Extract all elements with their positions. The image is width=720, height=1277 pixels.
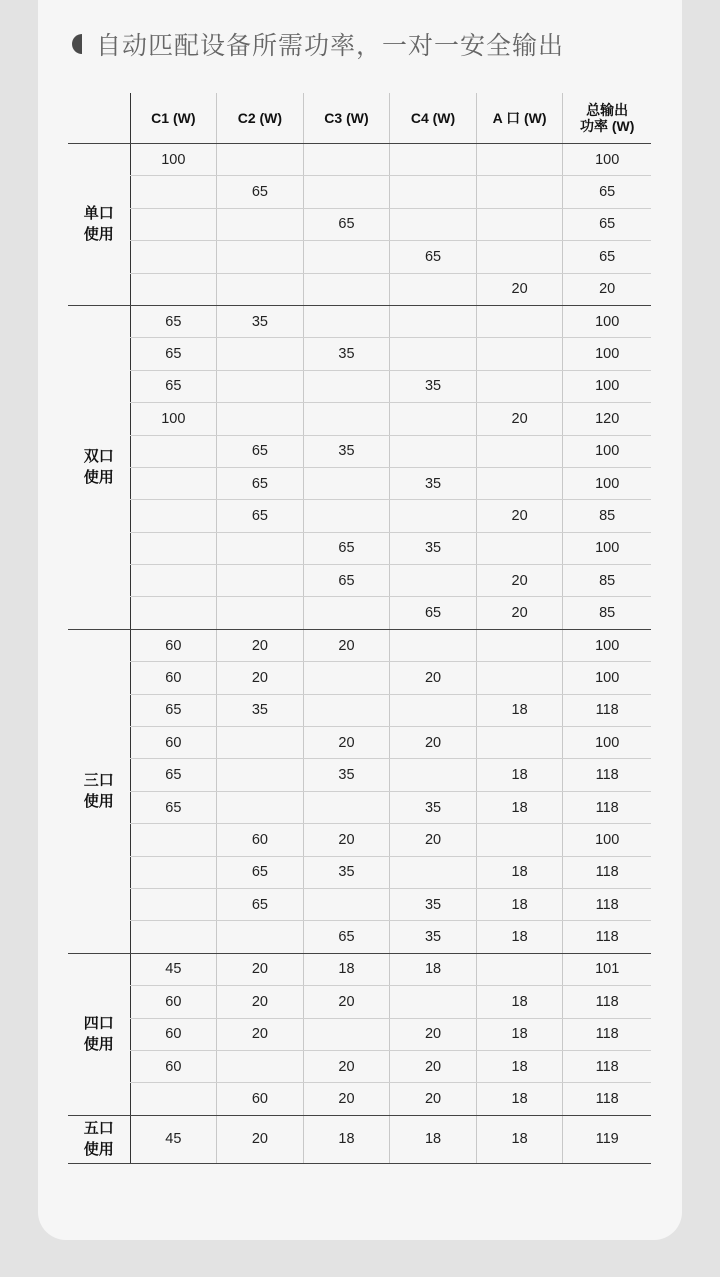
table-row	[68, 1018, 651, 1050]
table-cell	[476, 532, 563, 564]
table-row	[68, 176, 651, 208]
half-circle-icon	[70, 34, 82, 54]
group-label: 双口 使用	[68, 305, 130, 629]
table-cell	[390, 144, 477, 176]
table-cell: 20	[476, 403, 563, 435]
table-cell	[390, 759, 477, 791]
table-cell: 65	[563, 241, 651, 273]
table-cell: 35	[217, 305, 304, 337]
table-cell: 100	[130, 403, 217, 435]
table-cell: 65	[390, 597, 477, 629]
table-cell: 65	[130, 370, 217, 402]
table-row	[68, 597, 651, 629]
table-header-row	[68, 93, 651, 144]
table-cell: 20	[390, 1018, 477, 1050]
table-row	[68, 273, 651, 305]
table-cell	[130, 176, 217, 208]
table-cell: 100	[563, 144, 651, 176]
table-cell: 65	[217, 500, 304, 532]
table-cell: 35	[390, 467, 477, 499]
table-cell: 20	[476, 597, 563, 629]
table-cell	[303, 888, 390, 920]
table-cell	[476, 208, 563, 240]
header-corner-cell	[68, 93, 130, 144]
table-row	[68, 435, 651, 467]
table-cell: 85	[563, 597, 651, 629]
table-row	[68, 500, 651, 532]
table-cell: 65	[303, 921, 390, 953]
table-cell: 35	[390, 370, 477, 402]
table-cell	[390, 694, 477, 726]
table-cell: 65	[217, 435, 304, 467]
column-header: C2 (W)	[217, 93, 304, 144]
table-cell: 45	[130, 953, 217, 985]
table-cell: 35	[390, 532, 477, 564]
table-cell	[476, 467, 563, 499]
table-cell: 18	[476, 1018, 563, 1050]
table-cell	[217, 144, 304, 176]
table-cell: 60	[130, 662, 217, 694]
table-row	[68, 921, 651, 953]
table-cell	[390, 986, 477, 1018]
table-cell	[390, 629, 477, 661]
table-cell	[476, 241, 563, 273]
table-cell	[390, 273, 477, 305]
table-row	[68, 403, 651, 435]
table-cell: 20	[217, 629, 304, 661]
table-cell: 118	[563, 856, 651, 888]
table-cell	[217, 370, 304, 402]
table-cell	[130, 565, 217, 597]
table-cell: 100	[130, 144, 217, 176]
table-cell: 45	[130, 1115, 217, 1163]
table-cell: 118	[563, 791, 651, 823]
table-cell: 101	[563, 953, 651, 985]
table-cell	[303, 500, 390, 532]
table-cell: 65	[130, 305, 217, 337]
table-cell	[476, 370, 563, 402]
table-cell	[390, 565, 477, 597]
table-cell	[303, 144, 390, 176]
table-cell	[130, 467, 217, 499]
table-cell: 119	[563, 1115, 651, 1163]
table-cell: 18	[476, 759, 563, 791]
table-cell	[390, 338, 477, 370]
table-row	[68, 888, 651, 920]
table-cell: 20	[476, 565, 563, 597]
table-cell	[217, 565, 304, 597]
table-cell: 118	[563, 1083, 651, 1115]
table-cell	[476, 176, 563, 208]
table-cell: 20	[476, 273, 563, 305]
table-cell: 18	[476, 986, 563, 1018]
table-cell: 85	[563, 500, 651, 532]
table-cell	[303, 597, 390, 629]
table-cell	[390, 305, 477, 337]
table-cell: 20	[217, 1018, 304, 1050]
table-cell	[390, 435, 477, 467]
table-cell	[303, 662, 390, 694]
table-cell	[476, 305, 563, 337]
table-cell: 20	[217, 986, 304, 1018]
table-cell: 18	[476, 888, 563, 920]
table-cell	[390, 403, 477, 435]
table-cell	[217, 208, 304, 240]
table-cell	[130, 532, 217, 564]
table-cell	[390, 208, 477, 240]
table-cell: 65	[130, 791, 217, 823]
table-cell: 35	[303, 338, 390, 370]
table-cell	[476, 144, 563, 176]
table-cell: 65	[303, 565, 390, 597]
table-row	[68, 144, 651, 176]
table-row	[68, 1115, 651, 1163]
table-cell: 120	[563, 403, 651, 435]
table-cell	[217, 921, 304, 953]
table-cell	[217, 273, 304, 305]
table-cell: 35	[390, 921, 477, 953]
table-cell	[303, 176, 390, 208]
table-row	[68, 791, 651, 823]
table-cell: 100	[563, 727, 651, 759]
table-cell: 65	[217, 856, 304, 888]
table-cell: 65	[390, 241, 477, 273]
table-cell	[217, 1050, 304, 1082]
table-cell: 18	[303, 953, 390, 985]
column-header: C1 (W)	[130, 93, 217, 144]
table-cell: 18	[476, 1050, 563, 1082]
table-row	[68, 856, 651, 888]
table-cell	[303, 241, 390, 273]
table-cell	[217, 759, 304, 791]
table-cell: 118	[563, 888, 651, 920]
table-cell: 35	[303, 856, 390, 888]
table-cell	[303, 467, 390, 499]
table-row	[68, 759, 651, 791]
table-cell	[217, 532, 304, 564]
table-cell: 35	[303, 759, 390, 791]
column-header: A 口 (W)	[476, 93, 563, 144]
table-row	[68, 370, 651, 402]
heading-title: 自动匹配设备所需功率，一对一安全输出	[96, 31, 565, 60]
section-heading	[70, 28, 564, 60]
table-cell: 18	[390, 1115, 477, 1163]
table-cell: 100	[563, 532, 651, 564]
table-cell	[476, 824, 563, 856]
table-cell	[390, 176, 477, 208]
table-cell: 100	[563, 338, 651, 370]
table-cell: 20	[303, 824, 390, 856]
table-row	[68, 532, 651, 564]
table-cell: 60	[130, 727, 217, 759]
group-label: 三口 使用	[68, 629, 130, 953]
table-cell	[130, 500, 217, 532]
table-row	[68, 727, 651, 759]
table-cell	[130, 824, 217, 856]
table-cell: 20	[217, 1115, 304, 1163]
table-cell	[303, 305, 390, 337]
table-cell: 65	[217, 176, 304, 208]
table-cell: 60	[130, 629, 217, 661]
table-row	[68, 565, 651, 597]
table-row	[68, 208, 651, 240]
table-cell	[130, 1083, 217, 1115]
table-cell: 65	[563, 208, 651, 240]
table-cell: 18	[476, 1115, 563, 1163]
table-cell	[217, 791, 304, 823]
table-cell: 60	[130, 986, 217, 1018]
table-row	[68, 241, 651, 273]
table-cell	[130, 597, 217, 629]
table-cell: 100	[563, 629, 651, 661]
table-cell: 100	[563, 824, 651, 856]
table-cell	[130, 435, 217, 467]
table-cell	[476, 338, 563, 370]
table-cell: 20	[303, 1083, 390, 1115]
table-cell: 100	[563, 305, 651, 337]
table-row	[68, 629, 651, 661]
table-cell	[303, 370, 390, 402]
table-cell: 20	[390, 662, 477, 694]
table-cell: 18	[476, 1083, 563, 1115]
table-cell: 18	[303, 1115, 390, 1163]
table-cell: 35	[217, 694, 304, 726]
table-cell	[130, 921, 217, 953]
table-cell: 100	[563, 467, 651, 499]
table-cell: 35	[303, 435, 390, 467]
table-cell: 65	[130, 694, 217, 726]
table-cell: 118	[563, 986, 651, 1018]
table-cell: 20	[563, 273, 651, 305]
group-label: 单口 使用	[68, 144, 130, 306]
table-row	[68, 824, 651, 856]
power-distribution-table	[68, 93, 651, 1164]
table-cell	[130, 888, 217, 920]
table-cell: 118	[563, 921, 651, 953]
group-label: 四口 使用	[68, 953, 130, 1115]
table-cell	[217, 727, 304, 759]
table-cell: 118	[563, 1018, 651, 1050]
table-cell: 35	[390, 791, 477, 823]
table-cell	[217, 241, 304, 273]
table-cell	[303, 694, 390, 726]
table-cell: 20	[217, 953, 304, 985]
column-header: C4 (W)	[390, 93, 477, 144]
table-cell	[130, 241, 217, 273]
table-cell: 18	[476, 694, 563, 726]
table-cell: 18	[476, 921, 563, 953]
table-cell	[390, 856, 477, 888]
table-cell: 100	[563, 435, 651, 467]
table-row	[68, 662, 651, 694]
table-cell: 60	[217, 824, 304, 856]
table-row	[68, 305, 651, 337]
table-cell: 20	[303, 629, 390, 661]
table-row	[68, 953, 651, 985]
table-cell: 20	[303, 1050, 390, 1082]
table-cell: 100	[563, 662, 651, 694]
table-cell	[390, 500, 477, 532]
table-cell: 18	[476, 791, 563, 823]
table-cell: 20	[390, 727, 477, 759]
table-cell: 65	[130, 338, 217, 370]
table-cell: 18	[476, 856, 563, 888]
table-cell: 20	[390, 1083, 477, 1115]
table-cell: 20	[303, 986, 390, 1018]
table-row	[68, 1050, 651, 1082]
table-cell: 100	[563, 370, 651, 402]
table-cell: 35	[390, 888, 477, 920]
table-cell	[303, 791, 390, 823]
table-row	[68, 986, 651, 1018]
table-cell: 60	[217, 1083, 304, 1115]
table-cell: 118	[563, 694, 651, 726]
table-cell: 65	[217, 467, 304, 499]
table-cell	[303, 403, 390, 435]
table-cell	[217, 597, 304, 629]
column-header: 总输出 功率 (W)	[563, 93, 651, 144]
table-cell	[303, 273, 390, 305]
table-cell: 20	[476, 500, 563, 532]
table-cell	[217, 403, 304, 435]
table-cell: 65	[303, 532, 390, 564]
table-row	[68, 1083, 651, 1115]
table-cell: 60	[130, 1050, 217, 1082]
table-row	[68, 338, 651, 370]
table-row	[68, 694, 651, 726]
table-cell	[303, 1018, 390, 1050]
table-cell	[217, 338, 304, 370]
table-cell	[476, 662, 563, 694]
table-cell	[476, 953, 563, 985]
column-header: C3 (W)	[303, 93, 390, 144]
table-cell	[476, 629, 563, 661]
table-cell: 65	[563, 176, 651, 208]
table-cell: 20	[217, 662, 304, 694]
table-cell	[130, 856, 217, 888]
table-cell: 65	[217, 888, 304, 920]
table-row	[68, 467, 651, 499]
table-cell: 18	[390, 953, 477, 985]
table-cell: 85	[563, 565, 651, 597]
table-cell	[130, 273, 217, 305]
table-cell	[130, 208, 217, 240]
table-cell: 65	[130, 759, 217, 791]
table-cell	[476, 727, 563, 759]
table-cell: 60	[130, 1018, 217, 1050]
table-cell: 20	[303, 727, 390, 759]
table-cell: 118	[563, 759, 651, 791]
table-cell	[476, 435, 563, 467]
table-cell: 118	[563, 1050, 651, 1082]
group-label: 五口 使用	[68, 1115, 130, 1163]
table-cell: 20	[390, 1050, 477, 1082]
table-cell: 65	[303, 208, 390, 240]
table-cell: 20	[390, 824, 477, 856]
